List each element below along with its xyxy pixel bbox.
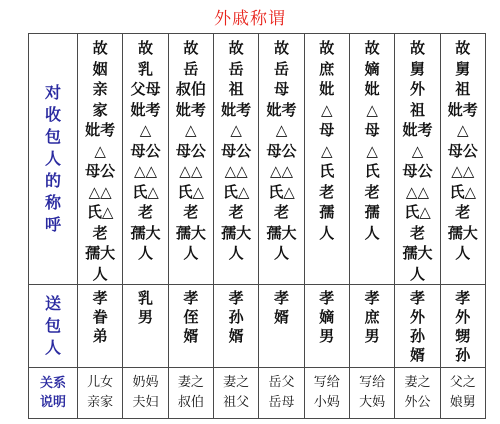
row-label-char: 送 — [44, 294, 61, 313]
recipient-char: 母公 — [175, 141, 206, 160]
sender-char: 婿 — [273, 308, 289, 326]
sender-char: 孙 — [228, 308, 244, 326]
relation-cell — [123, 368, 168, 419]
recipient-char: 孺 — [364, 203, 380, 221]
page-title: 外戚称谓 — [214, 9, 286, 29]
recipient-char: 外 — [409, 80, 425, 98]
recipient-char: 孺 — [319, 203, 335, 221]
recipient-char: 孺大 — [221, 223, 252, 242]
recipient-char: △ — [366, 100, 378, 119]
recipient-cell — [440, 34, 485, 285]
recipient-char: 故 — [455, 39, 471, 57]
recipient-cell — [349, 34, 394, 285]
recipient-char: 乳 — [137, 59, 153, 78]
sender-char: 孝 — [273, 289, 289, 307]
row-label-char: 包 — [44, 127, 61, 146]
recipient-char: 人 — [364, 223, 380, 242]
recipient-char: △ — [321, 100, 333, 119]
recipient-char: △△ — [269, 162, 294, 180]
relation-text: 夫妇 — [132, 395, 159, 410]
sender-char: 乳 — [137, 289, 153, 307]
sender-char: 孝 — [92, 289, 108, 307]
recipient-char: 孺大 — [447, 223, 478, 242]
recipient-char: 妣 — [364, 80, 380, 98]
recipient-char: 祖 — [409, 100, 425, 119]
recipient-char: 母公 — [266, 141, 297, 160]
recipient-char: 氏△ — [132, 182, 159, 201]
sender-char: 孙 — [409, 327, 425, 345]
row-label-char: 收 — [44, 105, 61, 124]
relation-cell — [78, 368, 123, 419]
recipient-char: △△ — [451, 162, 475, 180]
relation-text: 外公 — [404, 395, 431, 410]
recipient-char: 叔伯 — [175, 80, 206, 98]
row-label-char: 对 — [44, 83, 61, 102]
recipient-char: 妣考 — [221, 100, 252, 119]
recipient-char: 老 — [137, 203, 153, 221]
relation-text: 奶妈 — [132, 375, 159, 390]
sender-char: 孝 — [409, 289, 425, 307]
recipient-char: 嫡 — [364, 59, 380, 78]
recipient-char: 老 — [455, 203, 471, 221]
recipient-char: 妣考 — [130, 100, 161, 119]
recipient-char: 人 — [319, 223, 335, 242]
recipient-char: 孺大 — [266, 223, 297, 242]
relation-cell — [259, 368, 304, 419]
recipient-char: 氏 — [319, 162, 335, 180]
recipient-char: 人 — [455, 244, 471, 262]
recipient-char: 母公 — [221, 141, 252, 160]
recipient-char: 庶 — [319, 59, 335, 78]
recipient-row — [29, 34, 486, 285]
sender-char: 甥 — [455, 327, 471, 345]
recipient-char: △ — [275, 121, 288, 139]
relation-cell — [440, 368, 485, 419]
recipient-char: 老 — [364, 182, 380, 201]
sender-char: 孝 — [455, 289, 471, 307]
recipient-char: 氏△ — [404, 203, 431, 221]
recipient-char: △ — [94, 141, 106, 160]
sender-char: 孝 — [319, 289, 335, 307]
recipient-cell — [395, 34, 440, 285]
recipient-char: 故 — [319, 39, 335, 57]
recipient-char: 孺大 — [175, 223, 206, 242]
recipient-char: 妣考 — [266, 100, 297, 119]
sender-char: 孙 — [455, 346, 471, 364]
recipient-char: 人 — [137, 244, 153, 262]
recipient-char: 舅 — [409, 59, 425, 78]
appellation-table — [28, 33, 486, 419]
recipient-char: 家 — [92, 100, 108, 119]
sender-cell — [304, 285, 349, 368]
recipient-char: △ — [185, 121, 197, 139]
row-label-relation — [29, 368, 78, 419]
sender-char: 孝 — [364, 289, 380, 307]
recipient-char: 父母 — [130, 80, 161, 98]
recipient-char: △ — [321, 141, 333, 160]
recipient-char: △△ — [88, 182, 112, 201]
recipient-cell — [168, 34, 213, 285]
recipient-char: 人 — [183, 244, 199, 262]
row-label-recipient — [29, 34, 78, 285]
relation-text: 写给 — [359, 375, 386, 390]
relation-cell — [213, 368, 258, 419]
recipient-char: △ — [366, 141, 378, 160]
relation-text: 妻之 — [404, 375, 431, 390]
recipient-char: 妣考 — [447, 100, 478, 119]
recipient-cell — [123, 34, 168, 285]
recipient-char: 老 — [92, 223, 108, 242]
relation-text: 妻之 — [177, 375, 204, 390]
recipient-char: 人 — [409, 264, 425, 283]
relation-text: 大妈 — [359, 395, 386, 410]
sender-char: 婿 — [228, 327, 244, 345]
recipient-char: 祖 — [228, 80, 244, 98]
recipient-char: 故 — [228, 39, 244, 57]
relation-text: 岳父 — [268, 375, 295, 390]
relation-cell — [168, 368, 213, 419]
recipient-char: 母公 — [402, 162, 433, 180]
sender-cell — [168, 285, 213, 368]
recipient-char: △ — [139, 121, 152, 139]
recipient-char: 老 — [409, 223, 425, 242]
recipient-char: △△ — [405, 182, 429, 201]
row-label-char: 的 — [44, 171, 61, 190]
sender-char: 外 — [455, 308, 471, 326]
sender-char: 婿 — [409, 346, 425, 364]
recipient-char: 母公 — [85, 162, 116, 180]
recipient-char: 母 — [319, 121, 335, 139]
row-label-char: 称 — [44, 193, 61, 212]
recipient-char: 人 — [92, 264, 108, 283]
sender-cell — [259, 285, 304, 368]
recipient-cell — [78, 34, 123, 285]
recipient-char: 妣 — [319, 80, 335, 98]
relation-text: 亲家 — [87, 395, 114, 410]
row-label-char: 人 — [44, 338, 61, 357]
recipient-char: 氏△ — [222, 182, 250, 201]
recipient-cell — [213, 34, 258, 285]
recipient-char: 氏△ — [86, 203, 114, 221]
recipient-char: 妣考 — [85, 121, 116, 139]
relation-text: 儿女 — [87, 375, 114, 390]
recipient-char: 故 — [92, 39, 108, 57]
relation-row — [29, 368, 486, 419]
recipient-char: 氏△ — [177, 182, 205, 201]
recipient-char: 孺大 — [402, 244, 433, 262]
recipient-char: 孺大 — [130, 223, 161, 242]
sender-char: 眷 — [92, 308, 108, 326]
relation-text: 祖父 — [223, 395, 250, 410]
recipient-char: 老 — [273, 203, 289, 221]
recipient-cell — [259, 34, 304, 285]
recipient-char: 人 — [273, 244, 289, 262]
row-label-char: 人 — [44, 149, 61, 168]
sender-char: 男 — [364, 327, 380, 345]
recipient-char: 老 — [228, 203, 244, 221]
recipient-char: 故 — [409, 39, 425, 57]
recipient-char: 老 — [319, 182, 335, 201]
recipient-char: 妣考 — [175, 100, 206, 119]
relation-text: 小妈 — [313, 395, 340, 410]
recipient-char: 岳 — [273, 59, 289, 78]
sender-char: 男 — [319, 327, 335, 345]
recipient-char: △ — [411, 141, 424, 160]
sender-char: 侄 — [183, 308, 199, 326]
recipient-char: 故 — [183, 39, 199, 57]
row-label-char: 说明 — [39, 395, 66, 410]
relation-cell — [349, 368, 394, 419]
recipient-char: 祖 — [455, 80, 471, 98]
recipient-char: 母公 — [447, 141, 478, 160]
sender-char: 孝 — [183, 289, 199, 307]
row-label-char: 关系 — [39, 376, 66, 391]
sender-cell — [349, 285, 394, 368]
sender-char: 男 — [137, 308, 153, 326]
recipient-cell — [304, 34, 349, 285]
recipient-char: 母 — [273, 80, 289, 98]
sender-char: 庶 — [364, 308, 380, 326]
recipient-char: 岳 — [183, 59, 199, 78]
relation-cell — [395, 368, 440, 419]
recipient-char: △△ — [133, 162, 158, 180]
sender-row — [29, 285, 486, 368]
recipient-char: 舅 — [455, 59, 471, 78]
recipient-char: 姻 — [92, 59, 108, 78]
recipient-char: 氏△ — [449, 182, 477, 201]
row-label-char: 呼 — [44, 215, 61, 234]
recipient-char: 氏△ — [268, 182, 295, 201]
sender-cell — [395, 285, 440, 368]
sender-cell — [440, 285, 485, 368]
sender-cell — [213, 285, 258, 368]
recipient-char: 妣考 — [402, 121, 433, 139]
recipient-char: 故 — [273, 39, 289, 57]
relation-text: 父之 — [449, 375, 476, 390]
recipient-char: 故 — [364, 39, 380, 57]
recipient-char: 老 — [183, 203, 199, 221]
relation-text: 写给 — [313, 375, 340, 390]
row-label-char: 包 — [44, 316, 61, 335]
relation-text: 岳母 — [268, 395, 295, 410]
sender-cell — [78, 285, 123, 368]
recipient-char: △△ — [224, 162, 248, 180]
recipient-char: △ — [230, 121, 242, 139]
row-label-sender — [29, 285, 78, 368]
relation-text: 妻之 — [223, 375, 250, 390]
sender-char: 外 — [409, 308, 425, 326]
recipient-char: △△ — [179, 162, 203, 180]
recipient-char: 母公 — [130, 141, 161, 160]
recipient-char: 岳 — [228, 59, 244, 78]
recipient-char: 孺大 — [85, 244, 116, 262]
recipient-char: △ — [457, 121, 469, 139]
sender-char: 弟 — [92, 327, 108, 345]
recipient-char: 母 — [364, 121, 380, 139]
recipient-char: 故 — [137, 39, 153, 57]
relation-cell — [304, 368, 349, 419]
recipient-char: 人 — [228, 244, 244, 262]
sender-cell — [123, 285, 168, 368]
sender-char: 孝 — [228, 289, 244, 307]
sender-char: 婿 — [183, 327, 199, 345]
sender-char: 嫡 — [319, 308, 335, 326]
relation-text: 叔伯 — [177, 395, 204, 410]
relation-text: 娘舅 — [449, 395, 476, 410]
recipient-char: 亲 — [92, 80, 108, 98]
recipient-char: 氏 — [364, 162, 380, 180]
